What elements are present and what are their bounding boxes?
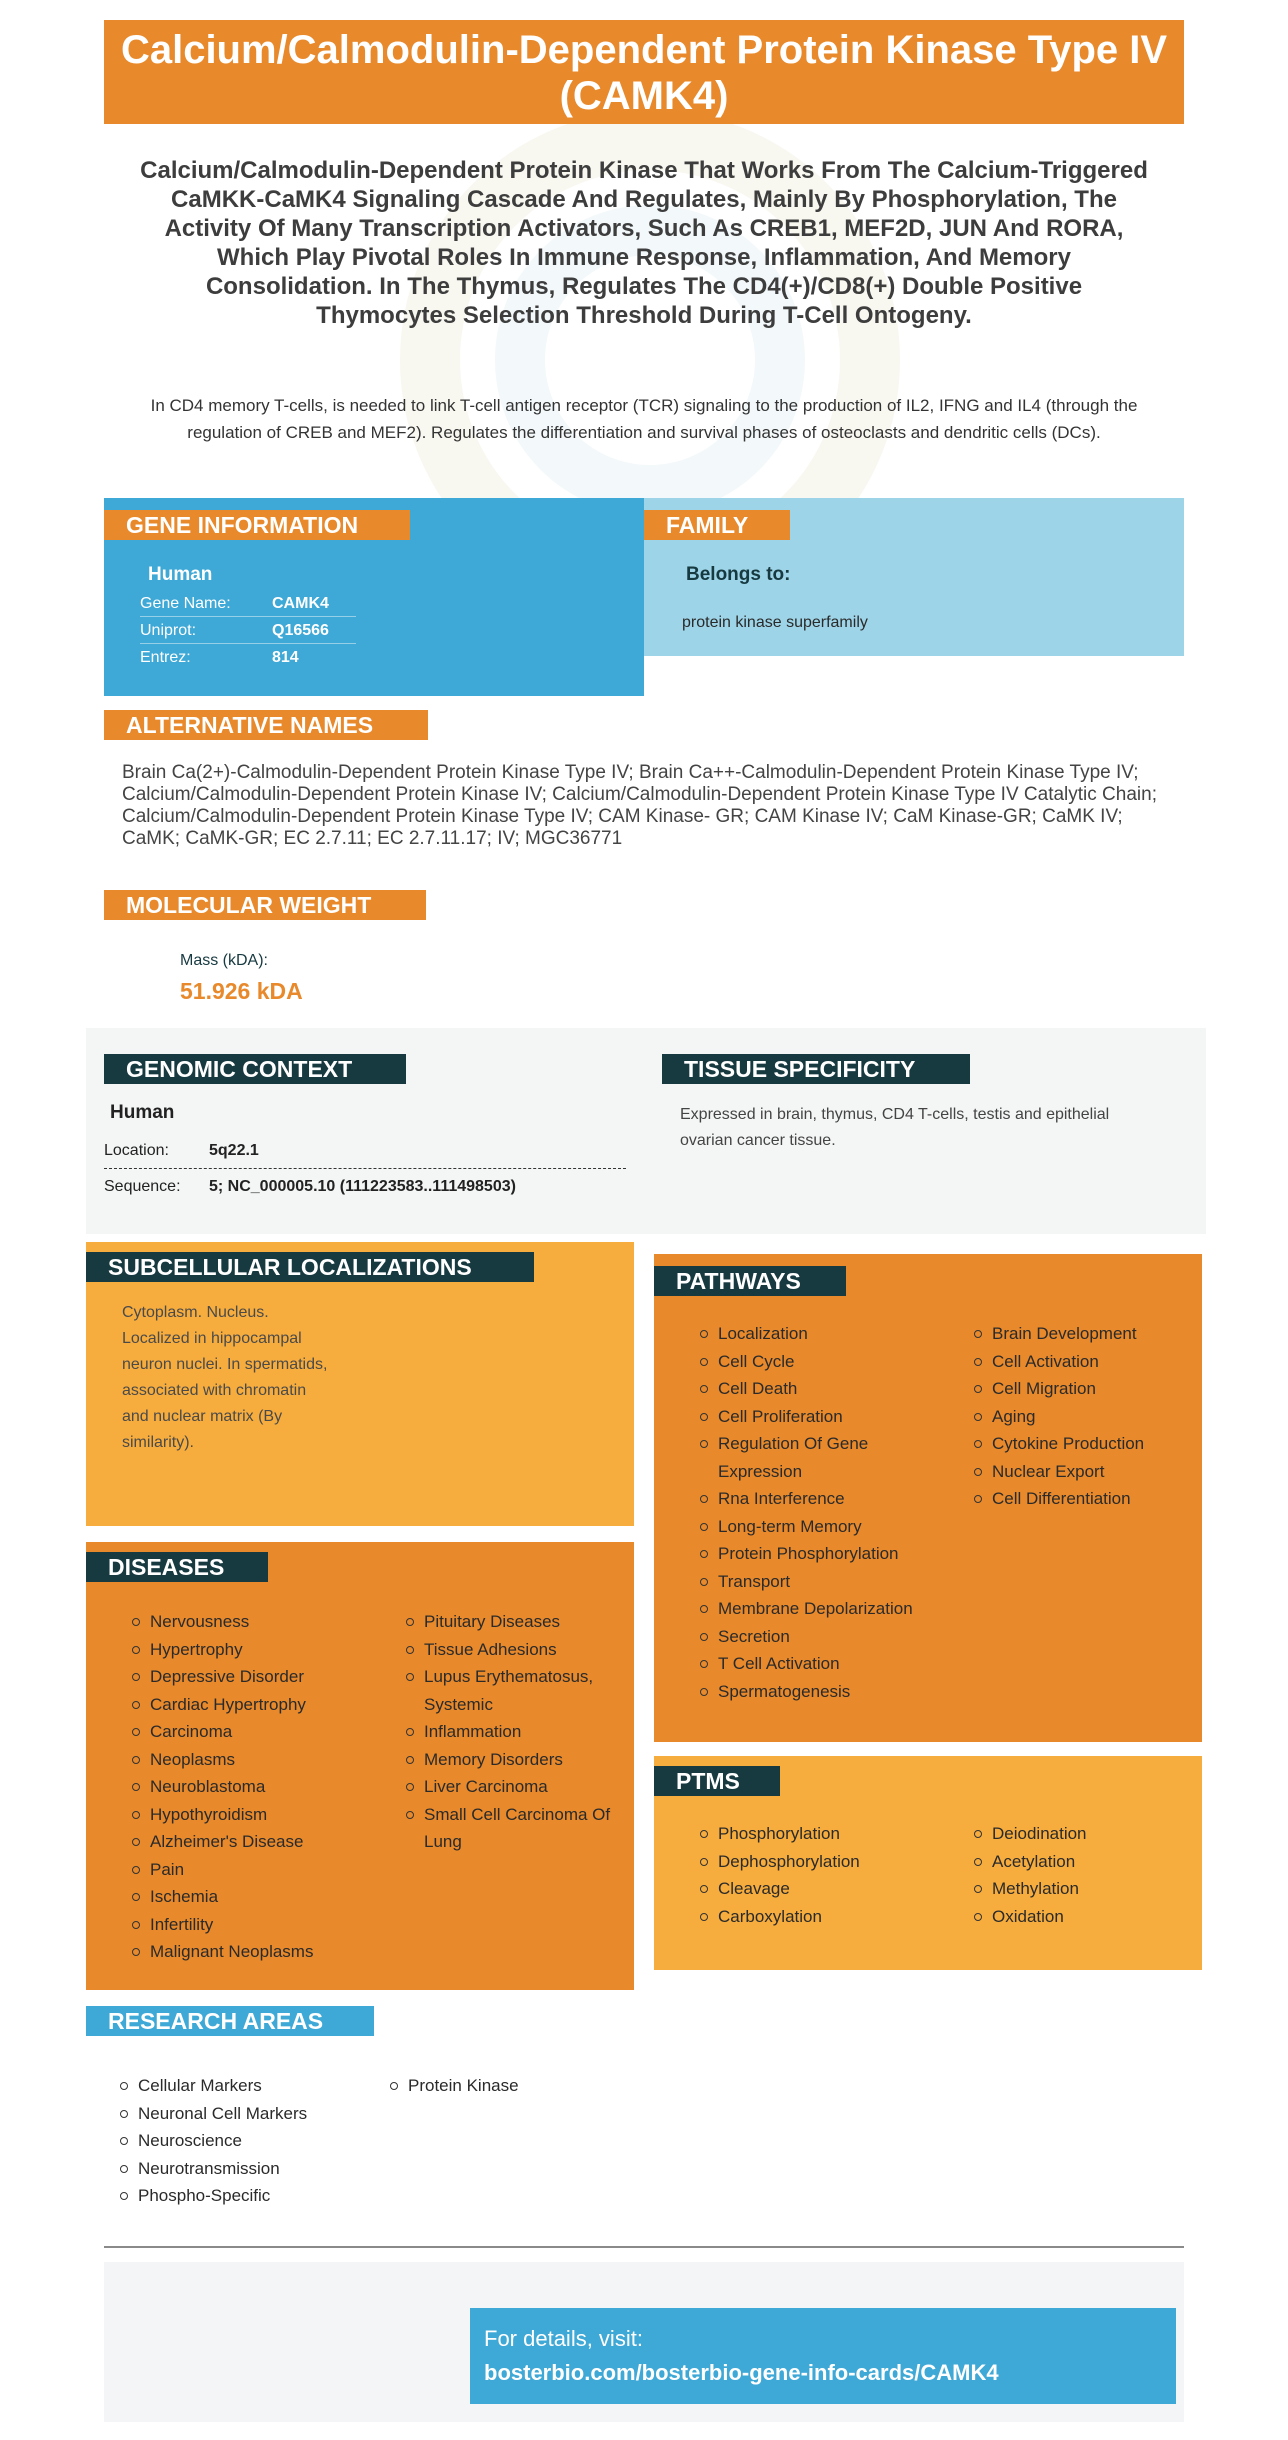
pathway-item: Cell Differentiation — [968, 1485, 1194, 1513]
pathways-heading: PATHWAYS — [654, 1266, 846, 1296]
ptm-item: Phosphorylation — [694, 1820, 944, 1848]
disease-item: Carcinoma — [126, 1718, 390, 1746]
disease-item: Infertility — [126, 1911, 390, 1939]
subcellular-text: Cytoplasm. Nucleus. Localized in hippocampal neuron nuclei. In spermatids, associated with chromatin and nuclear matrix (By similarity). — [122, 1304, 328, 1451]
diseases-list-col2 — [400, 1608, 626, 1856]
family-heading: FAMILY — [644, 510, 790, 540]
location-label: Location: — [104, 1142, 169, 1159]
disease-item: Nervousness — [126, 1608, 390, 1636]
pathway-item: Cell Activation — [968, 1348, 1194, 1376]
pathway-item: T Cell Activation — [694, 1650, 944, 1678]
tissue-specificity-text: Expressed in brain, thymus, CD4 T-cells, testis and epithelial ovarian cancer tissue. — [680, 1106, 1110, 1149]
research-areas-list-col2 — [384, 2072, 634, 2100]
disease-item: Hypothyroidism — [126, 1801, 390, 1829]
disease-item: Inflammation — [400, 1718, 626, 1746]
pathway-item: Cytokine Production — [968, 1430, 1194, 1458]
entrez-value: 814 — [272, 649, 299, 666]
gene-info-row — [140, 644, 356, 671]
research-area-item: Neuronal Cell Markers — [114, 2100, 364, 2128]
disease-item: Hypertrophy — [126, 1636, 390, 1664]
ptms-heading: PTMS — [654, 1766, 780, 1796]
ptms-list-col2 — [968, 1820, 1194, 1930]
gene-species: Human — [148, 564, 213, 585]
alternative-names-heading: ALTERNATIVE NAMES — [104, 710, 428, 740]
tissue-specificity-heading: TISSUE SPECIFICITY — [662, 1054, 970, 1084]
entrez-label: Entrez: — [140, 649, 191, 666]
disease-item: Pituitary Diseases — [400, 1608, 626, 1636]
pathways-list-col2 — [968, 1320, 1194, 1513]
disease-item: Pain — [126, 1856, 390, 1884]
gene-info-row — [140, 617, 356, 644]
research-area-item: Phospho-Specific — [114, 2182, 364, 2210]
details-box[interactable] — [470, 2308, 1176, 2404]
ptm-item: Carboxylation — [694, 1903, 944, 1931]
ptm-item: Deiodination — [968, 1820, 1194, 1848]
location-value: 5q22.1 — [209, 1142, 259, 1159]
sequence-value: 5; NC_000005.10 (111223583..111498503) — [209, 1178, 516, 1195]
disease-item: Lupus Erythematosus, Systemic — [400, 1663, 626, 1718]
details-link[interactable]: bosterbio.com/bosterbio-gene-info-cards/CAMK4 — [484, 2360, 999, 2385]
disease-item: Small Cell Carcinoma Of Lung — [400, 1801, 626, 1856]
pathways-panel — [654, 1254, 1202, 1742]
details-label: For details, visit: — [484, 2326, 643, 2351]
uniprot-label: Uniprot: — [140, 622, 197, 639]
gene-info-table — [140, 590, 356, 671]
diseases-list-col1 — [126, 1608, 390, 1966]
pathways-list-col1 — [694, 1320, 944, 1705]
ptm-item: Cleavage — [694, 1875, 944, 1903]
pathway-item: Localization — [694, 1320, 944, 1348]
pathway-item: Regulation Of Gene Expression — [694, 1430, 944, 1485]
disease-item: Cardiac Hypertrophy — [126, 1691, 390, 1719]
gene-info-row — [140, 590, 356, 617]
gene-information-heading: GENE INFORMATION — [104, 510, 410, 540]
molecular-weight-heading: MOLECULAR WEIGHT — [104, 890, 426, 920]
mass-label: Mass (kDA): — [180, 952, 268, 969]
research-areas-heading: RESEARCH AREAS — [86, 2006, 374, 2036]
research-area-item: Neurotransmission — [114, 2155, 364, 2183]
genomic-context-heading: GENOMIC CONTEXT — [104, 1054, 406, 1084]
pathway-item: Aging — [968, 1403, 1194, 1431]
research-area-item: Neuroscience — [114, 2127, 364, 2155]
pathway-item: Cell Proliferation — [694, 1403, 944, 1431]
page-title: Calcium/Calmodulin-Dependent Protein Kinase Type IV (CAMK4) — [104, 20, 1184, 124]
family-value: protein kinase superfamily — [682, 614, 868, 631]
ptm-item: Methylation — [968, 1875, 1194, 1903]
gene-name-value: CAMK4 — [272, 595, 329, 612]
research-areas-list-col1 — [114, 2072, 364, 2210]
pathway-item: Protein Phosphorylation — [694, 1540, 944, 1568]
disease-item: Tissue Adhesions — [400, 1636, 626, 1664]
pathway-item: Membrane Depolarization — [694, 1595, 944, 1623]
gene-name-label: Gene Name: — [140, 595, 231, 612]
sequence-label: Sequence: — [104, 1178, 181, 1195]
pathway-item: Brain Development — [968, 1320, 1194, 1348]
belongs-to-label: Belongs to: — [686, 564, 791, 585]
disease-item: Depressive Disorder — [126, 1663, 390, 1691]
disease-item: Neoplasms — [126, 1746, 390, 1774]
protein-summary: Calcium/Calmodulin-Dependent Protein Kinase That Works From The Calcium-Triggered CaMKK-CaMK4 Signaling Cascade And Regulates, Mainly By Phosphorylation, The Activity Of Many Transcription Activators, Such As CREB1, MEF2D, JUN And RORA, Which Play Pivotal Roles In Immune Response, Inflammation, And Memory Consolidation. In The Thymus, Regulates The CD4(+)/CD8(+) Double Positive Thymocytes Selection Threshold During T-Cell Ontogeny. — [140, 157, 1148, 329]
subcellular-panel — [86, 1242, 634, 1526]
diseases-panel — [86, 1542, 634, 1990]
disease-item: Alzheimer's Disease — [126, 1828, 390, 1856]
research-area-item: Cellular Markers — [114, 2072, 364, 2100]
pathway-item: Cell Migration — [968, 1375, 1194, 1403]
pathway-item: Long-term Memory — [694, 1513, 944, 1541]
pathway-item: Cell Cycle — [694, 1348, 944, 1376]
pathway-item: Transport — [694, 1568, 944, 1596]
pathway-item: Nuclear Export — [968, 1458, 1194, 1486]
sequence-row — [104, 1178, 516, 1196]
dashed-divider — [104, 1168, 626, 1169]
pathway-item: Rna Interference — [694, 1485, 944, 1513]
location-row — [104, 1142, 259, 1160]
genomic-species: Human — [110, 1102, 175, 1123]
function-description: In CD4 memory T-cells, is needed to link T-cell antigen receptor (TCR) signaling to the production of IL2, IFNG and IL4 (through the regulation of CREB and MEF2). Regulates the differentiation and survival phases of osteoclasts and dendritic cells (DCs). — [150, 396, 1138, 442]
footer-divider — [104, 2246, 1184, 2248]
pathway-item: Cell Death — [694, 1375, 944, 1403]
ptm-item: Oxidation — [968, 1903, 1194, 1931]
disease-item: Ischemia — [126, 1883, 390, 1911]
gene-information-panel — [104, 498, 644, 696]
ptms-list-col1 — [694, 1820, 944, 1930]
ptm-item: Dephosphorylation — [694, 1848, 944, 1876]
pathway-item: Spermatogenesis — [694, 1678, 944, 1706]
diseases-heading: DISEASES — [86, 1552, 268, 1582]
uniprot-value: Q16566 — [272, 622, 329, 639]
alternative-names-text: Brain Ca(2+)-Calmodulin-Dependent Protein Kinase Type IV; Brain Ca++-Calmodulin-Dependent Protein Kinase Type IV; Calcium/Calmodulin-Dependent Protein Kinase IV; Calcium/Calmodulin-Dependent Protein Kinase Type IV Catalytic Chain; Calcium/Calmodulin-Dependent Protein Kinase Type IV; CAM Kinase- GR; CAM Kinase IV; CaM Kinase-GR; CaMK IV; CaMK; CaMK-GR; EC 2.7.11; EC 2.7.11.17; IV; MGC36771 — [122, 762, 1157, 849]
disease-item: Neuroblastoma — [126, 1773, 390, 1801]
disease-item: Malignant Neoplasms — [126, 1938, 390, 1966]
ptms-panel — [654, 1756, 1202, 1970]
ptm-item: Acetylation — [968, 1848, 1194, 1876]
mass-value: 51.926 kDA — [180, 978, 303, 1004]
disease-item: Memory Disorders — [400, 1746, 626, 1774]
subcellular-heading: SUBCELLULAR LOCALIZATIONS — [86, 1252, 534, 1282]
disease-item: Liver Carcinoma — [400, 1773, 626, 1801]
research-area-item: Protein Kinase — [384, 2072, 634, 2100]
pathway-item: Secretion — [694, 1623, 944, 1651]
family-panel — [644, 498, 1184, 656]
